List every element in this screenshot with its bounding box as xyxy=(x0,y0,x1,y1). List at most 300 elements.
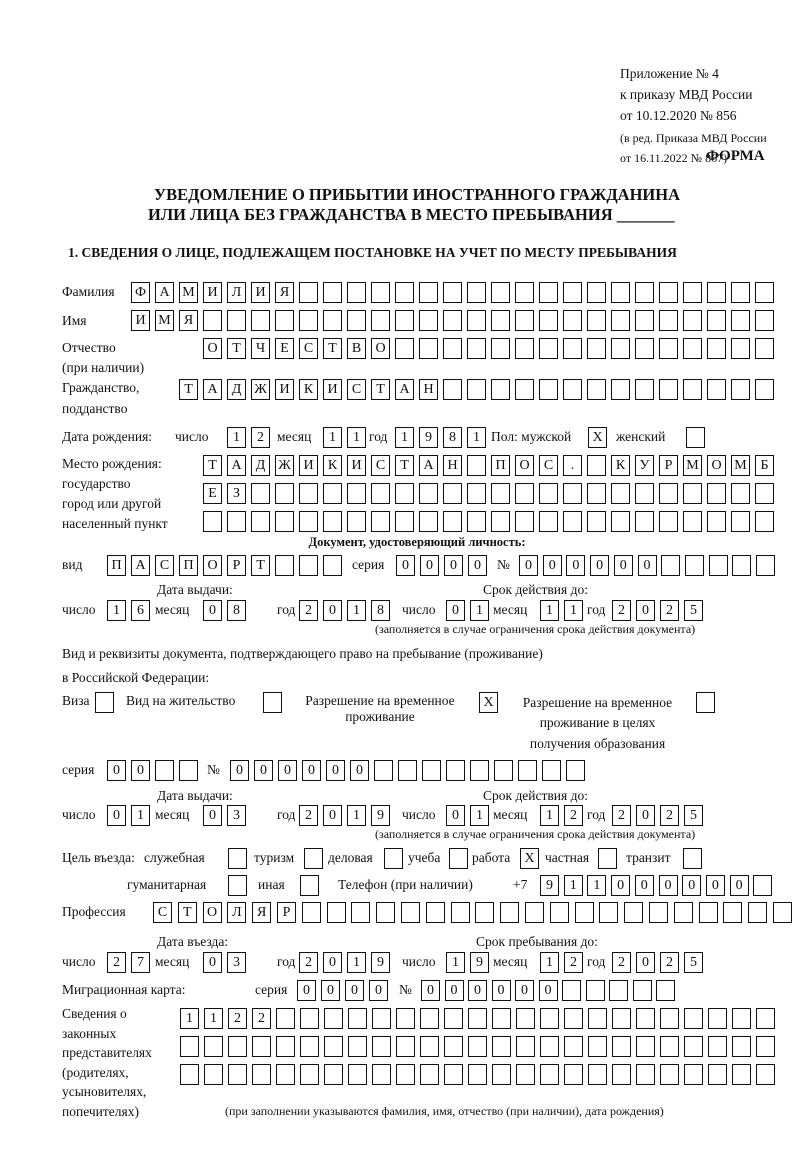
representatives-row2-box[interactable] xyxy=(540,1036,559,1057)
stay-number-box[interactable] xyxy=(398,760,417,781)
purpose-private-checkbox[interactable] xyxy=(598,848,617,869)
id-valid-year-box[interactable]: 2 xyxy=(612,600,631,621)
surname-box[interactable] xyxy=(755,282,774,303)
representatives-row3-box[interactable] xyxy=(756,1064,775,1085)
patronymic-box[interactable] xyxy=(611,338,630,359)
stay-valid-day-box[interactable]: 0 xyxy=(446,805,465,826)
citizenship-box[interactable]: Н xyxy=(419,379,438,400)
id-type-box[interactable]: Р xyxy=(227,555,246,576)
representatives-row1-box[interactable] xyxy=(492,1008,511,1029)
citizenship-box[interactable] xyxy=(563,379,582,400)
stay-until-year-box[interactable]: 2 xyxy=(612,952,631,973)
patronymic-box[interactable]: Е xyxy=(275,338,294,359)
profession-box[interactable] xyxy=(451,902,470,923)
representatives-row2-box[interactable] xyxy=(708,1036,727,1057)
representatives-row2-box[interactable] xyxy=(468,1036,487,1057)
birthplace-row1-box[interactable]: Т xyxy=(203,455,222,476)
profession-box[interactable] xyxy=(376,902,395,923)
profession-box[interactable] xyxy=(624,902,643,923)
phone-box[interactable]: 0 xyxy=(682,875,701,896)
id-series-box[interactable]: 0 xyxy=(396,555,415,576)
surname-box[interactable] xyxy=(395,282,414,303)
representatives-row2-box[interactable] xyxy=(396,1036,415,1057)
birthplace-row3-box[interactable] xyxy=(275,511,294,532)
name-box[interactable] xyxy=(587,310,606,331)
migration-number-box[interactable] xyxy=(609,980,628,1001)
birthplace-row1-box[interactable]: Ж xyxy=(275,455,294,476)
profession-box[interactable] xyxy=(748,902,767,923)
profession-box[interactable] xyxy=(723,902,742,923)
birth-day-box[interactable]: 1 xyxy=(227,427,246,448)
representatives-row1-box[interactable]: 1 xyxy=(180,1008,199,1029)
representatives-row1-box[interactable]: 2 xyxy=(228,1008,247,1029)
migration-number-box[interactable] xyxy=(562,980,581,1001)
representatives-row3-box[interactable] xyxy=(540,1064,559,1085)
citizenship-box[interactable] xyxy=(491,379,510,400)
birthplace-row3-box[interactable] xyxy=(251,511,270,532)
representatives-row2-box[interactable] xyxy=(300,1036,319,1057)
birthplace-row3-box[interactable] xyxy=(659,511,678,532)
migration-number-box[interactable]: 0 xyxy=(421,980,440,1001)
stay-until-year-box[interactable]: 5 xyxy=(684,952,703,973)
birthplace-row1-box[interactable]: И xyxy=(299,455,318,476)
birthplace-row3-box[interactable] xyxy=(683,511,702,532)
representatives-row2-box[interactable] xyxy=(492,1036,511,1057)
stay-number-box[interactable] xyxy=(518,760,537,781)
surname-box[interactable] xyxy=(707,282,726,303)
patronymic-box[interactable]: О xyxy=(371,338,390,359)
surname-box[interactable] xyxy=(347,282,366,303)
representatives-row3-box[interactable] xyxy=(348,1064,367,1085)
name-box[interactable] xyxy=(755,310,774,331)
stay-number-box[interactable]: 0 xyxy=(326,760,345,781)
birthplace-row2-box[interactable] xyxy=(635,483,654,504)
purpose-transit-checkbox[interactable] xyxy=(683,848,702,869)
phone-box[interactable]: 0 xyxy=(730,875,749,896)
birthplace-row2-box[interactable] xyxy=(659,483,678,504)
id-number-box[interactable]: 0 xyxy=(519,555,538,576)
birthplace-row2-box[interactable] xyxy=(275,483,294,504)
id-number-box[interactable]: 0 xyxy=(614,555,633,576)
birthplace-row2-box[interactable] xyxy=(707,483,726,504)
surname-box[interactable] xyxy=(443,282,462,303)
birthplace-row3-box[interactable] xyxy=(419,511,438,532)
id-issue-month-box[interactable]: 8 xyxy=(227,600,246,621)
citizenship-box[interactable]: Ж xyxy=(251,379,270,400)
representatives-row2-box[interactable] xyxy=(612,1036,631,1057)
id-number-box[interactable] xyxy=(709,555,728,576)
patronymic-box[interactable] xyxy=(419,338,438,359)
entry-day-box[interactable]: 7 xyxy=(131,952,150,973)
entry-month-box[interactable]: 3 xyxy=(227,952,246,973)
patronymic-box[interactable] xyxy=(395,338,414,359)
birthplace-row1-box[interactable]: К xyxy=(323,455,342,476)
representatives-row3-box[interactable] xyxy=(660,1064,679,1085)
representatives-row1-box[interactable]: 1 xyxy=(204,1008,223,1029)
citizenship-box[interactable] xyxy=(467,379,486,400)
profession-box[interactable]: С xyxy=(153,902,172,923)
surname-box[interactable] xyxy=(371,282,390,303)
representatives-row2-box[interactable] xyxy=(444,1036,463,1057)
profession-box[interactable]: Т xyxy=(178,902,197,923)
birthplace-row1-box[interactable]: А xyxy=(227,455,246,476)
birthplace-row3-box[interactable] xyxy=(371,511,390,532)
patronymic-box[interactable] xyxy=(755,338,774,359)
name-box[interactable] xyxy=(419,310,438,331)
patronymic-box[interactable]: Ч xyxy=(251,338,270,359)
representatives-row1-box[interactable] xyxy=(444,1008,463,1029)
surname-box[interactable]: Ф xyxy=(131,282,150,303)
surname-box[interactable]: М xyxy=(179,282,198,303)
patronymic-box[interactable] xyxy=(515,338,534,359)
id-issue-day-box[interactable]: 1 xyxy=(107,600,126,621)
surname-box[interactable] xyxy=(491,282,510,303)
profession-box[interactable] xyxy=(351,902,370,923)
representatives-row1-box[interactable] xyxy=(564,1008,583,1029)
representatives-row3-box[interactable] xyxy=(516,1064,535,1085)
birthplace-row1-box[interactable]: О xyxy=(707,455,726,476)
stay-number-box[interactable] xyxy=(470,760,489,781)
name-box[interactable] xyxy=(707,310,726,331)
citizenship-box[interactable]: Т xyxy=(371,379,390,400)
profession-box[interactable] xyxy=(500,902,519,923)
birthplace-row2-box[interactable]: З xyxy=(227,483,246,504)
stay-number-box[interactable]: 0 xyxy=(350,760,369,781)
birthplace-row1-box[interactable]: П xyxy=(491,455,510,476)
representatives-row3-box[interactable] xyxy=(372,1064,391,1085)
birthplace-row1-box[interactable]: С xyxy=(539,455,558,476)
representatives-row1-box[interactable] xyxy=(276,1008,295,1029)
stay-number-box[interactable] xyxy=(542,760,561,781)
purpose-humanitarian-checkbox[interactable] xyxy=(228,875,247,896)
representatives-row3-box[interactable] xyxy=(588,1064,607,1085)
patronymic-box[interactable] xyxy=(491,338,510,359)
name-box[interactable] xyxy=(635,310,654,331)
stay-issue-day-box[interactable]: 1 xyxy=(131,805,150,826)
id-number-box[interactable] xyxy=(685,555,704,576)
birthplace-row1-box[interactable]: У xyxy=(635,455,654,476)
citizenship-box[interactable] xyxy=(539,379,558,400)
stay-number-box[interactable] xyxy=(374,760,393,781)
entry-year-box[interactable]: 2 xyxy=(299,952,318,973)
id-series-box[interactable]: 0 xyxy=(420,555,439,576)
migration-number-box[interactable] xyxy=(633,980,652,1001)
birthplace-row2-box[interactable] xyxy=(371,483,390,504)
representatives-row1-box[interactable] xyxy=(660,1008,679,1029)
entry-year-box[interactable]: 9 xyxy=(371,952,390,973)
phone-box[interactable]: 1 xyxy=(564,875,583,896)
id-number-box[interactable]: 0 xyxy=(638,555,657,576)
birthplace-row3-box[interactable] xyxy=(731,511,750,532)
name-box[interactable] xyxy=(659,310,678,331)
representatives-row3-box[interactable] xyxy=(324,1064,343,1085)
id-issue-year-box[interactable]: 2 xyxy=(299,600,318,621)
purpose-official-checkbox[interactable] xyxy=(228,848,247,869)
id-number-box[interactable]: 0 xyxy=(543,555,562,576)
id-valid-day-box[interactable]: 0 xyxy=(446,600,465,621)
representatives-row1-box[interactable] xyxy=(468,1008,487,1029)
name-box[interactable] xyxy=(491,310,510,331)
representatives-row1-box[interactable] xyxy=(372,1008,391,1029)
representatives-row3-box[interactable] xyxy=(396,1064,415,1085)
surname-box[interactable] xyxy=(299,282,318,303)
representatives-row3-box[interactable] xyxy=(204,1064,223,1085)
residence-checkbox[interactable] xyxy=(263,692,282,713)
birth-day-box[interactable]: 2 xyxy=(251,427,270,448)
profession-box[interactable] xyxy=(599,902,618,923)
stay-series-box[interactable]: 0 xyxy=(131,760,150,781)
birthplace-row1-box[interactable]: И xyxy=(347,455,366,476)
birthplace-row3-box[interactable] xyxy=(467,511,486,532)
surname-box[interactable] xyxy=(419,282,438,303)
name-box[interactable] xyxy=(563,310,582,331)
name-box[interactable]: Я xyxy=(179,310,198,331)
birthplace-row3-box[interactable] xyxy=(203,511,222,532)
patronymic-box[interactable] xyxy=(587,338,606,359)
citizenship-box[interactable]: А xyxy=(395,379,414,400)
entry-year-box[interactable]: 1 xyxy=(347,952,366,973)
birthplace-row1-box[interactable]: . xyxy=(563,455,582,476)
name-box[interactable] xyxy=(611,310,630,331)
id-type-box[interactable]: П xyxy=(179,555,198,576)
profession-box[interactable] xyxy=(773,902,792,923)
birthplace-row3-box[interactable] xyxy=(611,511,630,532)
birthplace-row3-box[interactable] xyxy=(299,511,318,532)
birthplace-row2-box[interactable] xyxy=(443,483,462,504)
citizenship-box[interactable]: К xyxy=(299,379,318,400)
birthplace-row1-box[interactable]: Н xyxy=(443,455,462,476)
stay-valid-month-box[interactable]: 2 xyxy=(564,805,583,826)
id-type-box[interactable]: А xyxy=(131,555,150,576)
birthplace-row3-box[interactable] xyxy=(539,511,558,532)
representatives-row1-box[interactable] xyxy=(636,1008,655,1029)
representatives-row2-box[interactable] xyxy=(516,1036,535,1057)
surname-box[interactable] xyxy=(731,282,750,303)
representatives-row1-box[interactable] xyxy=(348,1008,367,1029)
profession-box[interactable]: Л xyxy=(227,902,246,923)
stay-number-box[interactable]: 0 xyxy=(278,760,297,781)
birthplace-row1-box[interactable] xyxy=(467,455,486,476)
birthplace-row2-box[interactable] xyxy=(299,483,318,504)
surname-box[interactable] xyxy=(635,282,654,303)
citizenship-box[interactable]: С xyxy=(347,379,366,400)
id-issue-year-box[interactable]: 1 xyxy=(347,600,366,621)
birthplace-row3-box[interactable] xyxy=(587,511,606,532)
migration-series-box[interactable]: 0 xyxy=(321,980,340,1001)
citizenship-box[interactable]: И xyxy=(323,379,342,400)
entry-month-box[interactable]: 0 xyxy=(203,952,222,973)
representatives-row1-box[interactable] xyxy=(708,1008,727,1029)
id-number-box[interactable] xyxy=(756,555,775,576)
patronymic-box[interactable] xyxy=(731,338,750,359)
birthplace-row1-box[interactable]: Р xyxy=(659,455,678,476)
birthplace-row3-box[interactable] xyxy=(395,511,414,532)
patronymic-box[interactable] xyxy=(659,338,678,359)
stay-valid-year-box[interactable]: 2 xyxy=(612,805,631,826)
name-box[interactable] xyxy=(539,310,558,331)
representatives-row1-box[interactable] xyxy=(684,1008,703,1029)
representatives-row1-box[interactable] xyxy=(300,1008,319,1029)
stay-valid-year-box[interactable]: 5 xyxy=(684,805,703,826)
id-number-box[interactable] xyxy=(661,555,680,576)
id-number-box[interactable]: 0 xyxy=(566,555,585,576)
name-box[interactable] xyxy=(395,310,414,331)
birthplace-row3-box[interactable] xyxy=(755,511,774,532)
birthplace-row1-box[interactable]: С xyxy=(371,455,390,476)
patronymic-box[interactable] xyxy=(563,338,582,359)
representatives-row1-box[interactable] xyxy=(396,1008,415,1029)
birthplace-row3-box[interactable] xyxy=(323,511,342,532)
id-issue-year-box[interactable]: 0 xyxy=(323,600,342,621)
representatives-row3-box[interactable] xyxy=(492,1064,511,1085)
surname-box[interactable] xyxy=(659,282,678,303)
birthplace-row3-box[interactable] xyxy=(491,511,510,532)
id-series-box[interactable]: 0 xyxy=(468,555,487,576)
name-box[interactable] xyxy=(299,310,318,331)
entry-day-box[interactable]: 2 xyxy=(107,952,126,973)
purpose-study-checkbox[interactable] xyxy=(449,848,468,869)
representatives-row3-box[interactable] xyxy=(228,1064,247,1085)
representatives-row3-box[interactable] xyxy=(444,1064,463,1085)
migration-series-box[interactable]: 0 xyxy=(369,980,388,1001)
birthplace-row2-box[interactable] xyxy=(491,483,510,504)
birth-month-box[interactable]: 1 xyxy=(323,427,342,448)
surname-box[interactable] xyxy=(587,282,606,303)
profession-box[interactable] xyxy=(327,902,346,923)
representatives-row2-box[interactable] xyxy=(348,1036,367,1057)
profession-box[interactable]: Р xyxy=(277,902,296,923)
surname-box[interactable] xyxy=(539,282,558,303)
stay-issue-year-box[interactable]: 9 xyxy=(371,805,390,826)
representatives-row3-box[interactable] xyxy=(180,1064,199,1085)
representatives-row3-box[interactable] xyxy=(684,1064,703,1085)
representatives-row2-box[interactable] xyxy=(564,1036,583,1057)
temp-residence-checkbox[interactable]: X xyxy=(479,692,498,713)
stay-issue-month-box[interactable]: 0 xyxy=(203,805,222,826)
stay-number-box[interactable]: 0 xyxy=(230,760,249,781)
name-box[interactable] xyxy=(371,310,390,331)
patronymic-box[interactable]: В xyxy=(347,338,366,359)
birthplace-row3-box[interactable] xyxy=(443,511,462,532)
stay-issue-day-box[interactable]: 0 xyxy=(107,805,126,826)
stay-number-box[interactable]: 0 xyxy=(302,760,321,781)
phone-box[interactable]: 1 xyxy=(587,875,606,896)
birthplace-row2-box[interactable] xyxy=(515,483,534,504)
birthplace-row1-box[interactable]: К xyxy=(611,455,630,476)
birthplace-row1-box[interactable]: М xyxy=(683,455,702,476)
profession-box[interactable]: О xyxy=(203,902,222,923)
birthplace-row3-box[interactable] xyxy=(347,511,366,532)
stay-until-day-box[interactable]: 9 xyxy=(470,952,489,973)
patronymic-box[interactable]: О xyxy=(203,338,222,359)
patronymic-box[interactable] xyxy=(443,338,462,359)
birthplace-row1-box[interactable]: Б xyxy=(755,455,774,476)
representatives-row3-box[interactable] xyxy=(564,1064,583,1085)
stay-number-box[interactable]: 0 xyxy=(254,760,273,781)
profession-box[interactable]: Я xyxy=(252,902,271,923)
birthplace-row2-box[interactable] xyxy=(323,483,342,504)
birthplace-row2-box[interactable] xyxy=(395,483,414,504)
stay-number-box[interactable] xyxy=(446,760,465,781)
patronymic-box[interactable] xyxy=(467,338,486,359)
purpose-tourism-checkbox[interactable] xyxy=(304,848,323,869)
representatives-row2-box[interactable] xyxy=(252,1036,271,1057)
citizenship-box[interactable]: Д xyxy=(227,379,246,400)
edu-residence-checkbox[interactable] xyxy=(696,692,715,713)
id-valid-month-box[interactable]: 1 xyxy=(540,600,559,621)
representatives-row1-box[interactable] xyxy=(756,1008,775,1029)
patronymic-box[interactable]: Т xyxy=(227,338,246,359)
id-type-box[interactable]: Т xyxy=(251,555,270,576)
purpose-work-checkbox[interactable]: X xyxy=(520,848,539,869)
citizenship-box[interactable]: И xyxy=(275,379,294,400)
birthplace-row1-box[interactable]: Т xyxy=(395,455,414,476)
citizenship-box[interactable] xyxy=(515,379,534,400)
birthplace-row2-box[interactable] xyxy=(755,483,774,504)
id-valid-year-box[interactable]: 5 xyxy=(684,600,703,621)
citizenship-box[interactable] xyxy=(587,379,606,400)
migration-number-box[interactable] xyxy=(586,980,605,1001)
id-number-box[interactable] xyxy=(732,555,751,576)
representatives-row2-box[interactable] xyxy=(204,1036,223,1057)
name-box[interactable] xyxy=(251,310,270,331)
id-valid-day-box[interactable]: 1 xyxy=(470,600,489,621)
migration-number-box[interactable]: 0 xyxy=(539,980,558,1001)
id-issue-month-box[interactable]: 0 xyxy=(203,600,222,621)
representatives-row2-box[interactable] xyxy=(684,1036,703,1057)
citizenship-box[interactable]: Т xyxy=(179,379,198,400)
stay-series-box[interactable] xyxy=(155,760,174,781)
representatives-row3-box[interactable] xyxy=(420,1064,439,1085)
migration-number-box[interactable]: 0 xyxy=(445,980,464,1001)
representatives-row1-box[interactable] xyxy=(324,1008,343,1029)
stay-valid-year-box[interactable]: 0 xyxy=(636,805,655,826)
birthplace-row2-box[interactable] xyxy=(683,483,702,504)
id-valid-year-box[interactable]: 0 xyxy=(636,600,655,621)
representatives-row3-box[interactable] xyxy=(276,1064,295,1085)
patronymic-box[interactable]: С xyxy=(299,338,318,359)
stay-issue-month-box[interactable]: 3 xyxy=(227,805,246,826)
birthplace-row2-box[interactable]: Е xyxy=(203,483,222,504)
representatives-row1-box[interactable] xyxy=(588,1008,607,1029)
migration-number-box[interactable]: 0 xyxy=(492,980,511,1001)
surname-box[interactable] xyxy=(563,282,582,303)
stay-valid-month-box[interactable]: 1 xyxy=(540,805,559,826)
citizenship-box[interactable] xyxy=(755,379,774,400)
surname-box[interactable] xyxy=(515,282,534,303)
name-box[interactable] xyxy=(347,310,366,331)
stay-series-box[interactable] xyxy=(179,760,198,781)
surname-box[interactable]: И xyxy=(203,282,222,303)
birthplace-row2-box[interactable] xyxy=(611,483,630,504)
id-issue-year-box[interactable]: 8 xyxy=(371,600,390,621)
profession-box[interactable] xyxy=(475,902,494,923)
surname-box[interactable]: Я xyxy=(275,282,294,303)
citizenship-box[interactable] xyxy=(659,379,678,400)
sex-female-checkbox[interactable] xyxy=(686,427,705,448)
surname-box[interactable] xyxy=(467,282,486,303)
citizenship-box[interactable]: А xyxy=(203,379,222,400)
surname-box[interactable] xyxy=(683,282,702,303)
phone-box[interactable]: 0 xyxy=(659,875,678,896)
citizenship-box[interactable] xyxy=(635,379,654,400)
stay-number-box[interactable] xyxy=(422,760,441,781)
citizenship-box[interactable] xyxy=(443,379,462,400)
profession-box[interactable] xyxy=(674,902,693,923)
birth-year-box[interactable]: 1 xyxy=(467,427,486,448)
representatives-row3-box[interactable] xyxy=(612,1064,631,1085)
representatives-row2-box[interactable] xyxy=(180,1036,199,1057)
